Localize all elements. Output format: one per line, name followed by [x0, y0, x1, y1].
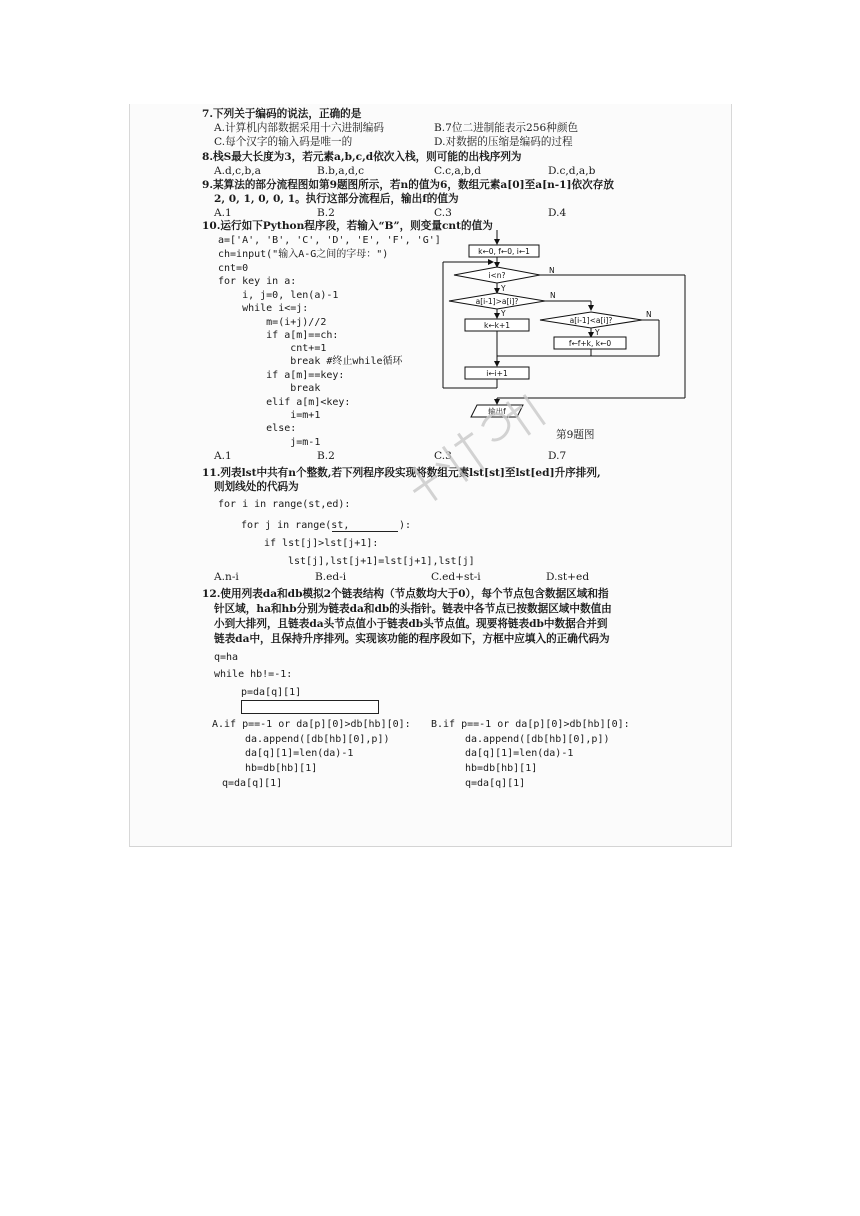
q11-option-a: A.n-i [214, 571, 239, 583]
q12-option-b-line: q=da[q][1] [465, 778, 526, 789]
q10-code-line: else: [218, 423, 297, 434]
flow-cond2-label: a[i-1]>a[i]? [475, 297, 519, 306]
q12-stem-line4: 链表da中，且保持升序排列。实现该功能的程序段如下，方框中应填入的正确代码为 [214, 633, 610, 645]
figure-caption: 第9题图 [556, 429, 595, 441]
q8-option-a: A.d,c,b,a [214, 165, 261, 177]
q10-code-line: cnt=0 [218, 263, 249, 274]
q9-stem-line2: 2, 0, 1, 0, 0, 1。执行这部分流程后，输出f的值为 [214, 193, 459, 205]
q10-code-line: elif a[m]<key: [218, 397, 351, 408]
q8-stem: 8.栈S最大长度为3，若元素a,b,c,d依次入栈，则可能的出栈序列为 [202, 151, 522, 163]
flow-no-label: N [646, 310, 652, 319]
q12-stem-line1: 12.使用列表da和db模拟2个链表结构（节点数均大于0），每个节点包含数据区域和指 [202, 588, 609, 600]
q10-code-line: i, j=0, len(a)-1 [218, 290, 339, 301]
q10-code-line: j=m-1 [218, 437, 321, 448]
q9-option-b: B.2 [317, 207, 335, 219]
q11-code-line: for i in range(st,ed): [218, 499, 351, 510]
q12-option-a-line: hb=db[hb][1] [245, 763, 318, 774]
q12-option-a-line: da[q][1]=len(da)-1 [245, 748, 354, 759]
q12-option-a-line: da.append([db[hb][0],p]) [245, 734, 390, 745]
q10-code-line: if a[m]==ch: [218, 330, 339, 341]
q12-option-b-line: B.if p==-1 or da[p][0]>db[hb][0]: [431, 719, 630, 730]
q7-option-c: C.每个汉字的输入码是唯一的 [214, 136, 353, 148]
q10-code-line: ch=input("输入A-G之间的字母：") [218, 249, 389, 260]
q8-option-d: D.c,d,a,b [548, 165, 596, 177]
q12-code-line: p=da[q][1] [241, 687, 302, 698]
q11-option-c: C.ed+st-i [431, 571, 481, 583]
q11-code-line: lst[j],lst[j+1]=lst[j+1],lst[j] [288, 556, 475, 567]
q10-option-a: A.1 [214, 450, 232, 462]
q11-code-line: if lst[j]>lst[j+1]: [264, 538, 379, 549]
q9-stem-line1: 9.某算法的部分流程图如第9题图所示，若n的值为6，数组元素a[0]至a[n-1]依次存放 [202, 179, 614, 191]
q10-option-b: B.2 [317, 450, 335, 462]
flow-yes-label: Y [501, 284, 506, 293]
q10-code-line: break #终止while循环 [218, 356, 403, 367]
q10-code-line: i=m+1 [218, 410, 321, 421]
flow-no-label: N [549, 266, 555, 275]
q10-code-line: if a[m]==key: [218, 370, 345, 381]
flow-yes-label: Y [595, 328, 600, 337]
flow-step-i-label: i←i+1 [486, 369, 508, 378]
answer-box [241, 700, 379, 714]
flow-step-f-label: f←f+k, k←0 [568, 339, 612, 348]
q10-code-line: for key in a: [218, 276, 297, 287]
q10-code-line: cnt+=1 [218, 343, 327, 354]
q7-stem: 7.下列关于编码的说法，正确的是 [202, 108, 362, 120]
q7-option-a: A.计算机内部数据采用十六进制编码 [214, 122, 384, 134]
q10-option-d: D.7 [548, 450, 567, 462]
q12-stem-line3: 小到大排列，且链表da头节点值小于链表db头节点值。现要将链表db中数据合并到 [214, 618, 608, 630]
q10-option-c: C.3 [434, 450, 452, 462]
flow-step-k-label: k←k+1 [483, 321, 511, 330]
q12-option-a-line: q=da[q][1] [222, 778, 283, 789]
q11-code-line: for j in range(st, [241, 520, 350, 531]
q11-option-d: D.st+ed [546, 571, 590, 583]
q12-option-a-line: A.if p==-1 or da[p][0]>db[hb][0]: [212, 719, 411, 730]
q8-option-b: B.b,a,d,c [317, 165, 365, 177]
flow-yes-label: Y [501, 309, 506, 318]
q8-option-c: C.c,a,b,d [434, 165, 482, 177]
q10-stem: 10.运行如下Python程序段，若输入“B”，则变量cnt的值为 [202, 220, 493, 232]
q9-option-a: A.1 [214, 207, 232, 219]
fill-blank-line [332, 531, 398, 532]
flow-no-label: N [550, 291, 556, 300]
q9-flowchart [437, 230, 697, 440]
flow-cond1-label: i<n? [488, 271, 506, 280]
q12-option-b-line: da[q][1]=len(da)-1 [465, 748, 574, 759]
q7-option-b: B.7位二进制能表示256种颜色 [434, 122, 579, 134]
flow-output-label: 输出f [488, 407, 506, 416]
flow-cond3-label: a[i-1]<a[i]? [569, 316, 613, 325]
q12-option-b-line: da.append([db[hb][0],p]) [465, 734, 610, 745]
q10-code-line: while i<=j: [218, 303, 309, 314]
q11-code-line: ): [399, 520, 412, 531]
q12-stem-line2: 针区域，ha和hb分别为链表da和db的头指针。链表中各节点已按数据区域中数值由 [214, 603, 612, 615]
q9-option-c: C.3 [434, 207, 452, 219]
q11-stem-line1: 11.列表lst中共有n个整数,若下列程序段实现将数组元素lst[st]至lst[ed]升序排列, [202, 467, 601, 479]
q10-code-line: break [218, 383, 321, 394]
q7-option-d: D.对数据的压缩是编码的过程 [434, 136, 573, 148]
q10-code-line: m=(i+j)//2 [218, 317, 327, 328]
q12-code-line: while hb!=-1: [214, 669, 293, 680]
q12-option-b-line: hb=db[hb][1] [465, 763, 538, 774]
q10-code-line: a=['A', 'B', 'C', 'D', 'E', 'F', 'G'] [218, 235, 441, 246]
q11-option-b: B.ed-i [315, 571, 347, 583]
flow-init-label: k←0, f←0, i←1 [478, 247, 530, 256]
q11-stem-line2: 则划线处的代码为 [214, 481, 299, 493]
q12-code-line: q=ha [214, 652, 239, 663]
q9-option-d: D.4 [548, 207, 567, 219]
